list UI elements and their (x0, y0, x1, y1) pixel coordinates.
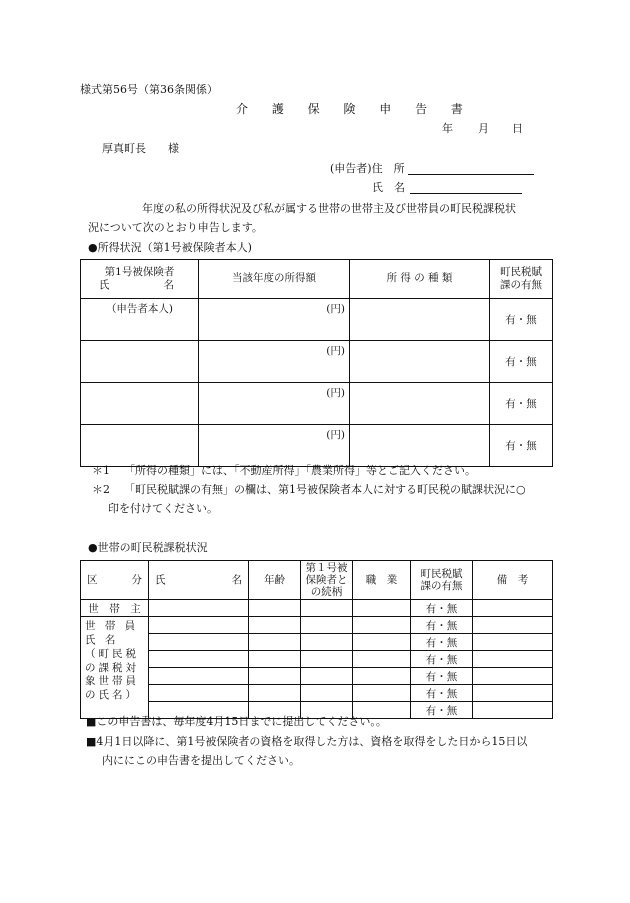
applicant-address-label: (申告者)住 所 (330, 162, 405, 175)
note-2-mark: ＊2 (92, 483, 110, 496)
header-tax-line2: 課の有無 (500, 279, 542, 291)
header-income-amount: 当該年度の所得額 (199, 260, 350, 299)
remarks-cell[interactable] (473, 668, 553, 685)
tax-yes-no-cell[interactable]: 有・無 (490, 299, 553, 341)
header-relationship-line2: 保険者と (305, 573, 348, 586)
table-row (81, 685, 553, 702)
tax-yes-no-cell[interactable]: 有・無 (490, 425, 553, 467)
remarks-cell[interactable] (473, 702, 553, 719)
income-kind-cell[interactable] (350, 341, 490, 383)
household-section-heading: ●世帯の町民税課税状況 (88, 541, 208, 554)
occupation-cell[interactable] (353, 617, 411, 634)
income-section-heading: ●所得状況（第1号被保険者本人) (88, 241, 252, 254)
header-member-name-text (149, 574, 248, 586)
footer-note-2-line-1: ■4月1日以降に、第1号被保険者の資格を取得した方は、資格を取得をした日から15日以 (86, 735, 528, 748)
intro-line-1: 年度の私の所得状況及び私が属する世帯の世帯主及び世帯員の町民税課税状 (142, 202, 516, 215)
header-category-left: 区 (87, 573, 98, 586)
member-name-cell[interactable] (149, 600, 249, 617)
form-title: 介 護 保 険 申 告 書 (236, 102, 473, 116)
name-field[interactable] (410, 181, 522, 194)
header-relationship (301, 561, 353, 600)
header-insured-name-line2 (81, 279, 198, 292)
relationship-cell[interactable] (301, 617, 353, 634)
occupation-cell[interactable] (353, 685, 411, 702)
date-day-label: 日 (512, 122, 523, 135)
table-row (81, 341, 553, 383)
remarks-cell[interactable] (473, 685, 553, 702)
income-table-header (81, 260, 553, 299)
header-category (81, 561, 149, 600)
age-cell[interactable] (249, 685, 301, 702)
header-member-name (149, 561, 249, 600)
footer-note-1: ■この申告書は、毎年度4月15日までに提出してください。。 (86, 715, 387, 728)
head-of-household-label: 世 帯 主 (81, 600, 149, 617)
date-month-label: 月 (478, 122, 489, 135)
income-name-cell[interactable]: （申告者本人) (81, 299, 199, 341)
household-table-header (81, 561, 553, 600)
remarks-cell[interactable] (473, 651, 553, 668)
income-name-cell[interactable] (81, 425, 199, 467)
household-members-label: 世 帯 員 氏 名 （町民税の課税対象世帯員の氏名） (81, 617, 149, 719)
header-name-right: 名 (163, 279, 174, 291)
tax-yes-no-cell[interactable]: 有・無 (411, 685, 473, 702)
income-name-cell[interactable] (81, 383, 199, 425)
header-name-left: 氏 (99, 279, 110, 291)
header-member-name-right: 名 (231, 573, 242, 586)
relationship-cell[interactable] (301, 651, 353, 668)
table-row (81, 383, 553, 425)
header-age: 年齢 (249, 561, 301, 600)
remarks-cell[interactable] (473, 634, 553, 651)
age-cell[interactable] (249, 600, 301, 617)
tax-yes-no-cell[interactable]: 有・無 (411, 634, 473, 651)
footer-note-2-line-2: 内ににこの申告書を提出してください。 (102, 754, 300, 767)
income-amount-cell[interactable]: (円) (199, 383, 350, 425)
age-cell[interactable] (249, 668, 301, 685)
header-member-name-left: 氏 (155, 573, 166, 586)
occupation-cell[interactable] (353, 668, 411, 685)
household-tax-table (80, 560, 553, 719)
age-cell[interactable] (249, 651, 301, 668)
age-cell[interactable] (249, 617, 301, 634)
header-relationship-line3: の続柄 (310, 586, 343, 599)
occupation-cell[interactable] (353, 651, 411, 668)
note-1: 「所得の種類」には、「不動産所得」「農業所得」等とご記入ください。 (124, 464, 476, 477)
address-field[interactable] (408, 162, 534, 175)
form-number: 様式第56号（第36条関係） (80, 83, 218, 96)
tax-yes-no-cell[interactable]: 有・無 (490, 383, 553, 425)
relationship-cell[interactable] (301, 634, 353, 651)
header-tax-line1: 町民税賦 (500, 265, 542, 278)
remarks-cell[interactable] (473, 600, 553, 617)
table-row (81, 668, 553, 685)
tax-yes-no-cell[interactable]: 有・無 (411, 600, 473, 617)
occupation-cell[interactable] (353, 634, 411, 651)
income-amount-cell[interactable]: (円) (199, 425, 350, 467)
header-category-right: 分 (131, 573, 142, 586)
member-name-cell[interactable] (149, 651, 249, 668)
note-2-line-1: 「町民税賦課の有無」の欄は、第1号被保険者本人に対する町民税の賦課状況に○ (124, 483, 526, 496)
member-name-cell[interactable] (149, 685, 249, 702)
table-row (81, 299, 553, 341)
income-amount-cell[interactable]: (円) (199, 341, 350, 383)
age-cell[interactable] (249, 634, 301, 651)
header-relationship-line1: 第１号被 (305, 561, 348, 574)
header-tax-status (411, 561, 473, 600)
relationship-cell[interactable] (301, 685, 353, 702)
applicant-name-label: 氏 名 (372, 181, 405, 194)
relationship-cell[interactable] (301, 668, 353, 685)
header-tax-line2: 課の有無 (420, 580, 463, 592)
member-name-cell[interactable] (149, 668, 249, 685)
table-row-head-of-household (81, 600, 553, 617)
addressee: 厚真町長 様 (102, 142, 179, 155)
header-tax-status (490, 260, 553, 299)
table-row (81, 617, 553, 634)
tax-yes-no-cell[interactable]: 有・無 (411, 702, 473, 719)
date-year-label: 年 (442, 122, 453, 135)
header-occupation: 職 業 (353, 561, 411, 600)
table-row (81, 651, 553, 668)
tax-yes-no-cell[interactable]: 有・無 (411, 668, 473, 685)
member-name-cell[interactable] (149, 617, 249, 634)
income-kind-cell[interactable] (350, 425, 490, 467)
income-kind-cell[interactable] (350, 299, 490, 341)
relationship-cell[interactable] (301, 600, 353, 617)
header-tax-line1: 町民税賦 (420, 567, 463, 580)
member-name-cell[interactable] (149, 634, 249, 651)
income-amount-cell[interactable]: (円) (199, 299, 350, 341)
header-income-kind: 所 得 の 種 類 (350, 260, 490, 299)
intro-line-2: 況について次のとおり申告します。 (88, 221, 263, 234)
note-2-line-2: 印を付けてください。 (108, 502, 218, 515)
header-category-text (81, 574, 148, 586)
tax-yes-no-cell[interactable]: 有・無 (411, 617, 473, 634)
table-row (81, 425, 553, 467)
tax-yes-no-cell[interactable]: 有・無 (490, 341, 553, 383)
tax-yes-no-cell[interactable]: 有・無 (411, 651, 473, 668)
income-table (80, 259, 553, 467)
income-name-cell[interactable] (81, 341, 199, 383)
header-insured-name (81, 260, 199, 299)
occupation-cell[interactable] (353, 600, 411, 617)
remarks-cell[interactable] (473, 617, 553, 634)
header-insured-name-line1: 第1号被保険者 (104, 265, 175, 278)
table-row (81, 634, 553, 651)
note-1-mark: ＊1 (92, 464, 110, 477)
header-remarks: 備 考 (473, 561, 553, 600)
income-kind-cell[interactable] (350, 383, 490, 425)
